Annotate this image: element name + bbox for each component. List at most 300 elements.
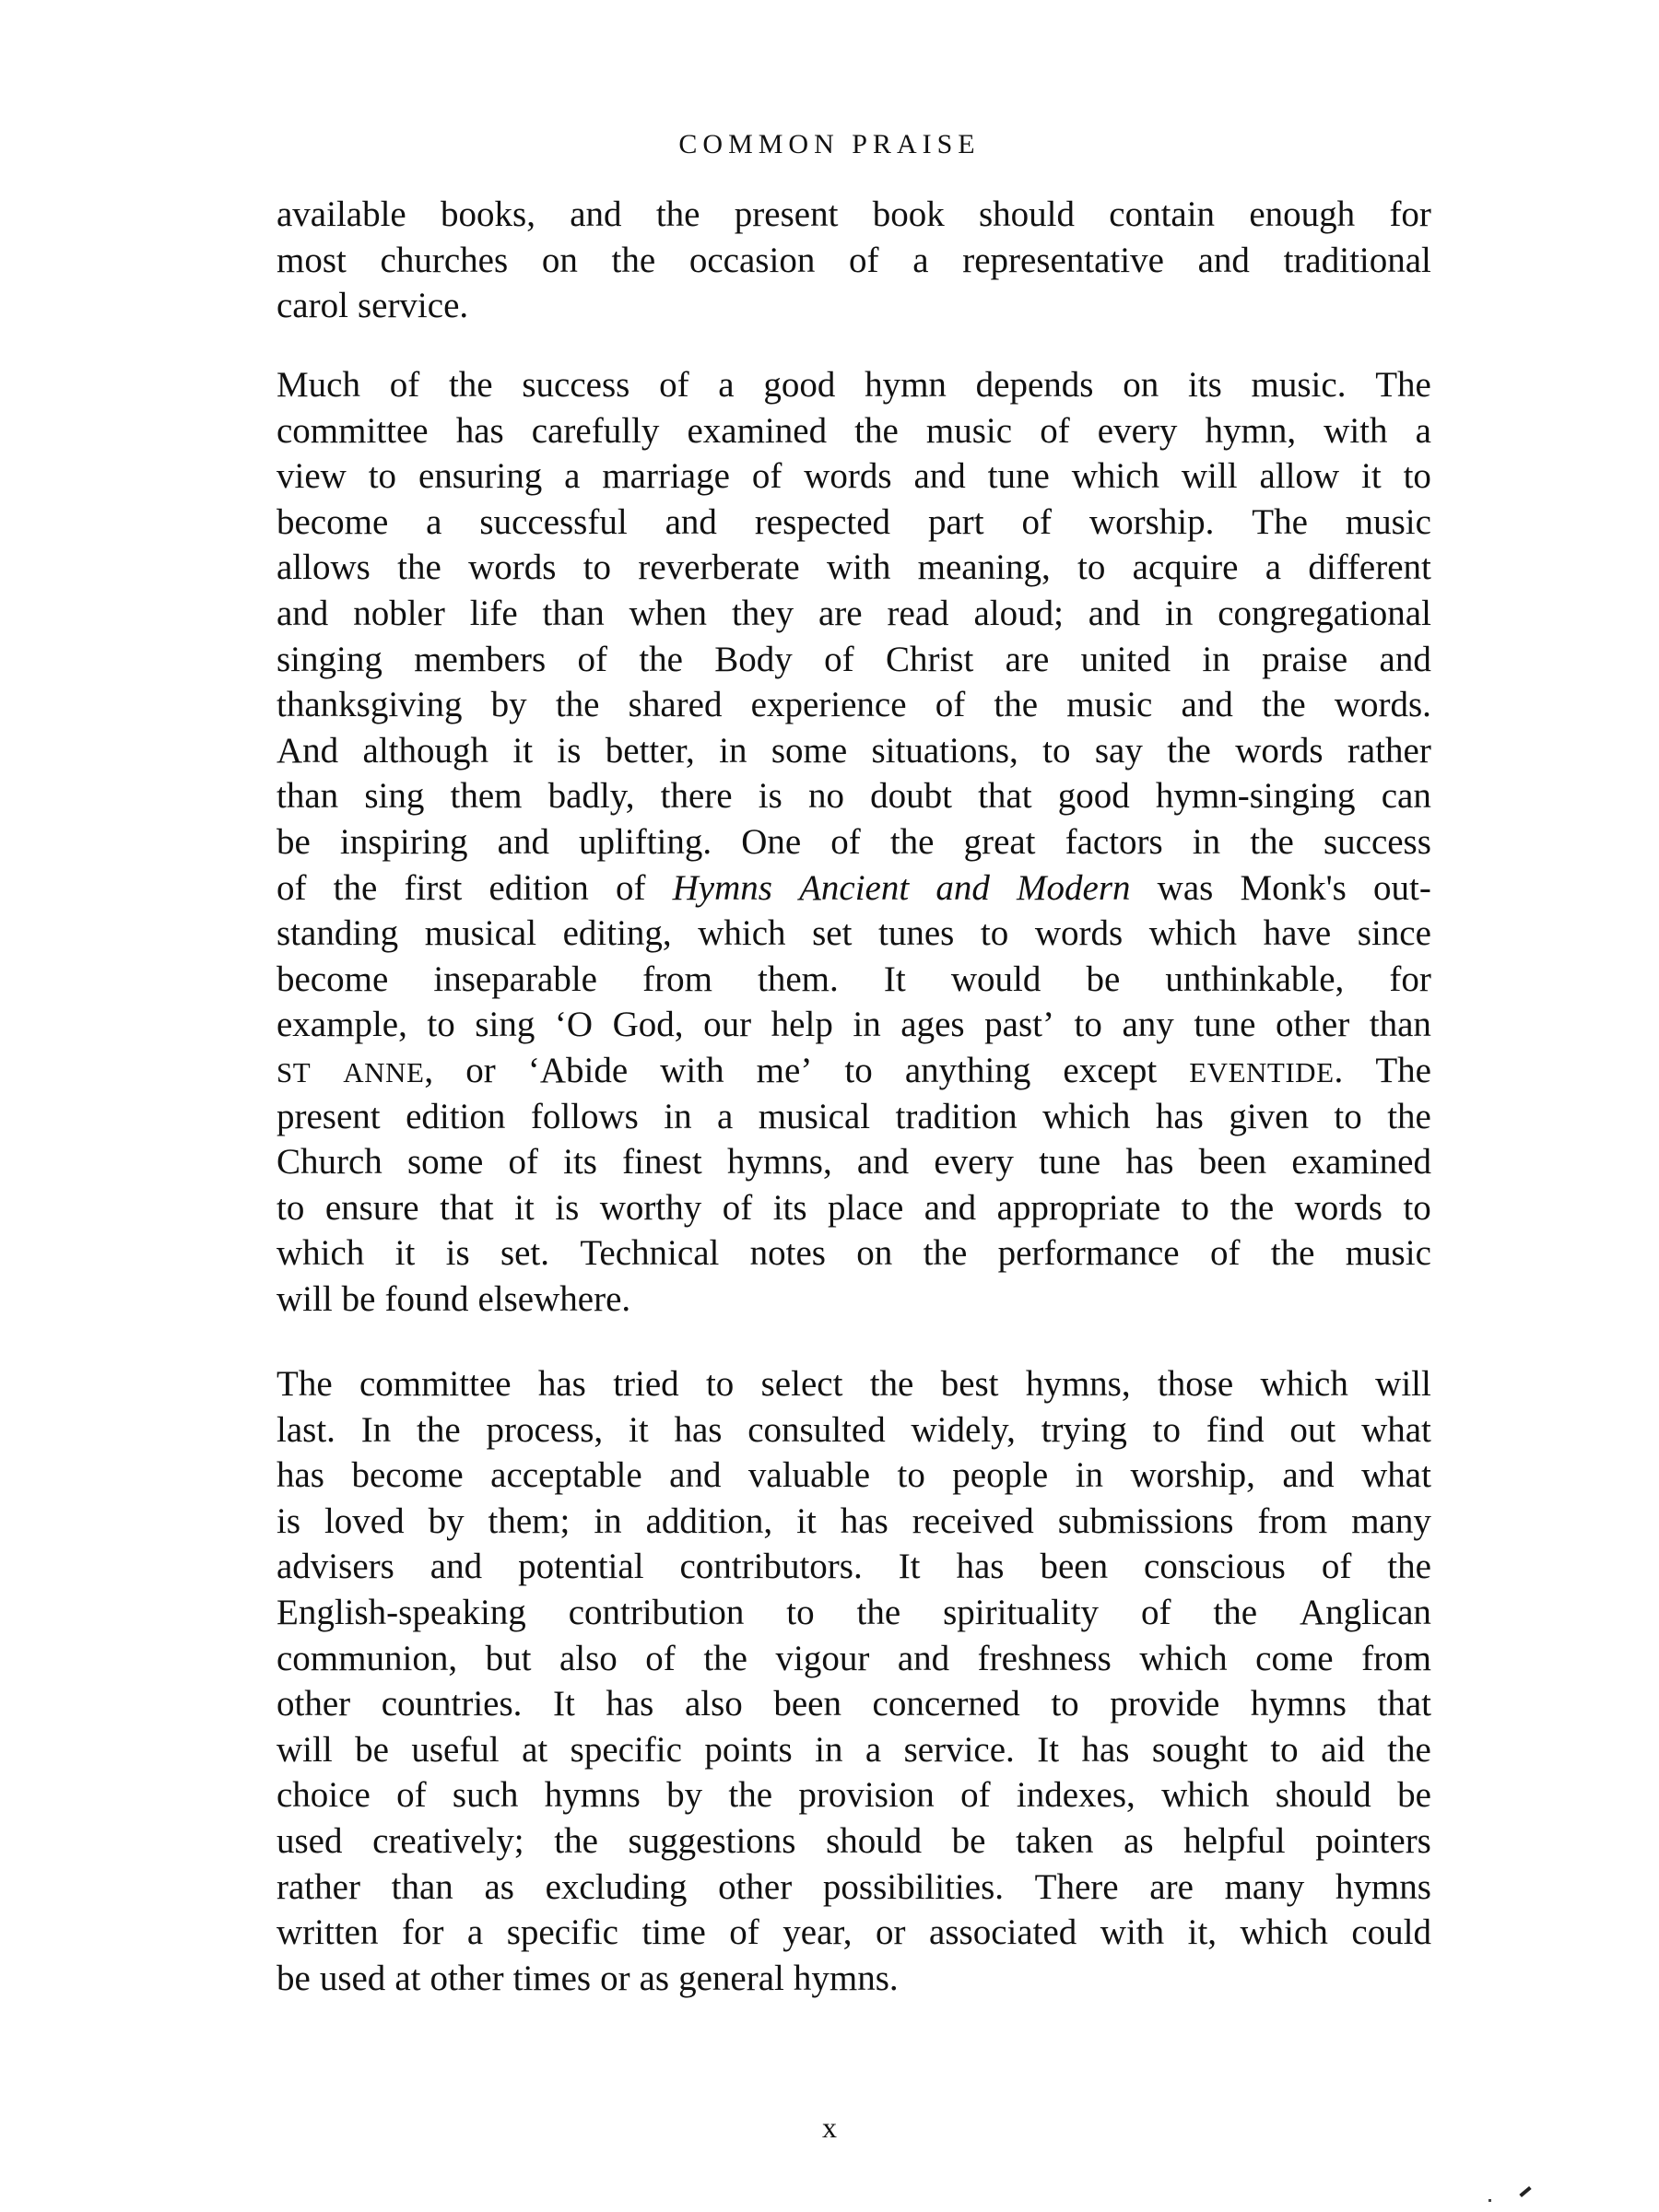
word: It — [1037, 1729, 1060, 1770]
word: it, — [1187, 1912, 1218, 1953]
word: given — [1229, 1096, 1309, 1136]
word: a — [1415, 410, 1431, 451]
word: Christ — [885, 639, 974, 679]
word: tune — [1194, 1005, 1256, 1045]
word: occasion — [688, 240, 816, 280]
word: and — [935, 867, 990, 908]
text-line — [276, 1636, 1431, 1682]
word: best — [940, 1364, 999, 1404]
word: in — [1192, 821, 1221, 862]
word: of — [729, 1912, 759, 1953]
word: excluding — [545, 1866, 688, 1907]
word: It — [883, 959, 906, 999]
word: suggestions — [628, 1820, 796, 1861]
word: book — [872, 194, 945, 234]
word: become — [351, 1455, 464, 1496]
word: meaning, — [917, 547, 1051, 588]
word: no — [807, 776, 844, 817]
word: it — [394, 1233, 416, 1274]
word: found — [384, 1278, 469, 1319]
word: reverberate — [638, 547, 800, 588]
word: and — [429, 1547, 483, 1587]
word: music — [1345, 501, 1431, 542]
word: will — [1181, 456, 1238, 497]
word: music — [925, 410, 1013, 451]
word: the — [397, 547, 441, 588]
word: Much — [276, 365, 360, 405]
paragraph-2 — [276, 362, 1431, 1322]
word: words. — [1334, 685, 1431, 725]
word: last. — [276, 1409, 335, 1450]
word: been — [1198, 1142, 1267, 1182]
word: of — [1021, 501, 1053, 542]
word: contain — [1109, 194, 1216, 234]
text-line — [276, 192, 1431, 238]
word: many — [1224, 1866, 1305, 1907]
word: addition, — [645, 1500, 773, 1541]
word: times — [512, 1958, 592, 1998]
word: or — [600, 1958, 630, 1998]
word: of — [645, 1638, 676, 1678]
word: the — [854, 410, 899, 451]
word: of — [1140, 1592, 1171, 1632]
word: provision — [798, 1775, 935, 1816]
word: to — [897, 1455, 925, 1496]
word: and — [1379, 639, 1431, 679]
word: Hymns — [672, 867, 772, 908]
word: has — [840, 1500, 888, 1541]
word: which — [1240, 1912, 1328, 1953]
word: representative — [962, 240, 1164, 280]
word: what — [1361, 1455, 1431, 1496]
word: finest — [622, 1142, 702, 1182]
word: great — [963, 821, 1036, 862]
word: to — [1403, 456, 1431, 497]
word: there — [660, 776, 733, 817]
word: at — [394, 1958, 421, 1998]
word: acceptable — [490, 1455, 642, 1496]
word: when — [629, 593, 708, 633]
text-line — [276, 1681, 1431, 1727]
word: examined — [1291, 1142, 1431, 1182]
word: the — [1213, 1592, 1258, 1632]
word: in — [853, 1005, 881, 1045]
word: words — [1294, 1187, 1382, 1228]
word: should — [1275, 1775, 1371, 1816]
word: in — [1164, 593, 1194, 633]
word: the — [703, 1638, 747, 1678]
word: potential — [518, 1547, 644, 1587]
word: specific — [570, 1729, 682, 1770]
word: respected — [754, 501, 891, 542]
word: which — [698, 913, 786, 954]
word: inspiring — [339, 821, 468, 862]
word: ensuring — [418, 456, 543, 497]
word: and — [897, 1638, 950, 1678]
word: vigour — [775, 1638, 870, 1678]
word: past’ — [984, 1005, 1054, 1045]
word: are — [1005, 639, 1050, 679]
word: good — [1057, 776, 1130, 817]
word: set — [812, 913, 853, 954]
word: to — [1051, 1684, 1079, 1724]
word: a — [1265, 547, 1282, 588]
word: unthinkable, — [1165, 959, 1345, 999]
word: valuable — [747, 1455, 871, 1496]
word: other — [718, 1866, 793, 1907]
word: other — [429, 1958, 504, 1998]
word: in — [1202, 639, 1230, 679]
word: some — [406, 1142, 484, 1182]
word: Monk's — [1240, 867, 1347, 908]
word: shared — [628, 685, 723, 725]
word: its — [563, 1142, 597, 1182]
word: Ancient — [799, 867, 910, 908]
word: with — [827, 547, 891, 588]
word: to — [1403, 1187, 1431, 1228]
text-line — [276, 408, 1431, 454]
word: also — [684, 1684, 743, 1724]
text-line — [276, 728, 1431, 774]
word: useful — [411, 1729, 500, 1770]
word: of — [276, 867, 307, 908]
word: ensure — [324, 1187, 419, 1228]
word: of — [396, 1775, 427, 1816]
word: situations, — [871, 730, 1018, 771]
word: from — [1361, 1638, 1431, 1678]
word: be — [276, 821, 311, 862]
word: written — [276, 1912, 379, 1953]
word: choice — [276, 1775, 371, 1816]
word: carol — [276, 286, 348, 326]
word: appropriate — [996, 1187, 1161, 1228]
word: rather — [1347, 730, 1431, 771]
word: notes — [749, 1233, 826, 1274]
word: to — [582, 547, 612, 588]
word: the — [1262, 685, 1306, 725]
scan-artifact-dot — [1488, 2199, 1491, 2202]
word: has — [956, 1547, 1005, 1587]
word: with — [1324, 410, 1388, 451]
text-line — [276, 1910, 1431, 1956]
word: and — [924, 1187, 977, 1228]
word: as — [1124, 1820, 1154, 1861]
text-line — [276, 865, 1431, 912]
word: singing — [276, 639, 382, 679]
word: a — [564, 456, 581, 497]
word: will — [276, 1278, 333, 1319]
text-line — [276, 682, 1431, 728]
word: place — [828, 1187, 904, 1228]
word: the — [1250, 821, 1294, 862]
text-line — [276, 1185, 1431, 1231]
word: come — [1255, 1638, 1334, 1678]
word: ‘O — [554, 1005, 594, 1045]
word: with — [660, 1050, 724, 1090]
word: view — [276, 456, 347, 497]
word: will — [1375, 1364, 1431, 1404]
word: that — [440, 1187, 494, 1228]
text-line — [276, 911, 1431, 957]
word: doubt — [870, 776, 952, 817]
word: other — [276, 1684, 351, 1724]
word: to — [1077, 547, 1106, 588]
word: to — [705, 1364, 735, 1404]
word: process, — [486, 1409, 604, 1450]
word: which — [1042, 1096, 1131, 1136]
word: the — [333, 867, 378, 908]
word: and — [913, 456, 966, 497]
text-line — [276, 362, 1431, 408]
text-line — [276, 1094, 1431, 1140]
word: ages — [900, 1005, 965, 1045]
word: in — [664, 1096, 692, 1136]
word: available — [276, 194, 406, 234]
word: trying — [1041, 1409, 1127, 1450]
word: of — [751, 456, 782, 497]
word: what — [1361, 1409, 1431, 1450]
word: and — [856, 1142, 910, 1182]
word: the — [728, 1775, 773, 1816]
word: except — [1063, 1050, 1158, 1090]
word: of — [577, 639, 607, 679]
word: and — [665, 501, 717, 542]
word: and — [1088, 593, 1141, 633]
word: it — [514, 1187, 535, 1228]
word: united — [1080, 639, 1171, 679]
word: but — [485, 1638, 532, 1678]
word: them; — [488, 1500, 571, 1541]
word: to — [1270, 1729, 1299, 1770]
word: elsewhere. — [477, 1278, 631, 1319]
word: them — [450, 776, 523, 817]
word: to — [427, 1005, 455, 1045]
word: to — [1042, 730, 1071, 771]
word: is — [555, 1187, 580, 1228]
word: which — [1260, 1364, 1348, 1404]
word: editing, — [562, 913, 672, 954]
word: on — [1123, 365, 1159, 405]
word: loved — [324, 1500, 405, 1541]
word: of — [849, 240, 879, 280]
word: as — [639, 1958, 670, 1998]
text-line — [276, 1139, 1431, 1185]
word: to — [1074, 1005, 1102, 1045]
word: out- — [1373, 867, 1431, 908]
word: those — [1157, 1364, 1234, 1404]
word: success — [522, 365, 630, 405]
word: was — [1157, 867, 1214, 908]
word: hymn — [865, 365, 947, 405]
word: EVENTIDE. — [1189, 1050, 1344, 1090]
word: sing — [364, 776, 425, 817]
text-line — [276, 1407, 1431, 1453]
word: spirituality — [943, 1592, 1100, 1632]
scan-artifact-mark — [1519, 2186, 1531, 2197]
word: of — [960, 1775, 991, 1816]
word: of — [1040, 410, 1070, 451]
word: good — [763, 365, 836, 405]
word: life — [469, 593, 518, 633]
word: hymns, — [1025, 1364, 1131, 1404]
word: ‘Abide — [527, 1050, 629, 1090]
word: contribution — [568, 1592, 745, 1632]
word: other — [1276, 1005, 1350, 1045]
word: In — [360, 1409, 392, 1450]
word: and — [1181, 685, 1233, 725]
word: has — [1155, 1096, 1204, 1136]
word: service. — [903, 1729, 1015, 1770]
word: be — [1086, 959, 1121, 999]
word: aloud; — [973, 593, 1064, 633]
word: allows — [276, 547, 371, 588]
word: the — [1230, 1187, 1275, 1228]
word: a — [717, 1096, 734, 1136]
word: it — [1361, 456, 1382, 497]
word: year, — [782, 1912, 853, 1953]
word: widely, — [911, 1409, 1016, 1450]
text-line — [276, 283, 1431, 329]
word: churches — [380, 240, 509, 280]
word: out — [1289, 1409, 1336, 1450]
word: music — [1066, 685, 1153, 725]
word: part — [927, 501, 984, 542]
word: to — [1334, 1096, 1362, 1136]
word: tune — [1039, 1142, 1101, 1182]
word: inseparable — [433, 959, 597, 999]
word: points — [704, 1729, 793, 1770]
word: of — [824, 639, 854, 679]
word: a — [466, 1912, 484, 1953]
text-line — [276, 773, 1431, 819]
word: better, — [605, 730, 695, 771]
word: its — [772, 1187, 807, 1228]
text-line — [276, 545, 1431, 591]
word: which — [1071, 456, 1159, 497]
word: God, — [612, 1005, 684, 1045]
word: will — [276, 1729, 333, 1770]
word: its — [1187, 365, 1222, 405]
word: provide — [1110, 1684, 1220, 1724]
word: acquire — [1132, 547, 1239, 588]
word: the — [994, 685, 1039, 725]
word: used — [276, 1820, 343, 1861]
word: the — [923, 1233, 968, 1274]
word: freshness — [977, 1638, 1112, 1678]
word: music. — [1251, 365, 1347, 405]
word: words — [804, 456, 892, 497]
word: are — [1149, 1866, 1194, 1907]
text-line — [276, 1361, 1431, 1407]
word: be — [1397, 1775, 1431, 1816]
word: congregational — [1218, 593, 1431, 633]
word: for — [1389, 194, 1431, 234]
word: the — [611, 240, 656, 280]
word: since — [1357, 913, 1431, 954]
word: some — [771, 730, 848, 771]
word: of — [659, 365, 689, 405]
word: used — [319, 1958, 386, 1998]
word: to — [276, 1187, 305, 1228]
word: to — [1152, 1409, 1181, 1450]
word: most — [276, 240, 347, 280]
text-line — [276, 1590, 1431, 1636]
paragraph-3 — [276, 1361, 1431, 2001]
word: can — [1381, 776, 1431, 817]
word: on — [856, 1233, 893, 1274]
word: performance — [997, 1233, 1180, 1274]
word: which — [276, 1233, 365, 1274]
word: It — [552, 1684, 575, 1724]
word: nobler — [353, 593, 445, 633]
word: edition — [406, 1096, 506, 1136]
word: is — [445, 1233, 470, 1274]
word: creatively; — [372, 1820, 524, 1861]
word: the — [889, 821, 935, 862]
text-line — [276, 1544, 1431, 1590]
word: and — [570, 194, 622, 234]
word: contributors. — [679, 1547, 863, 1587]
text-line — [276, 1865, 1431, 1911]
word: different — [1308, 547, 1431, 588]
word: aid — [1321, 1729, 1365, 1770]
word: with — [1100, 1912, 1165, 1953]
word: them. — [758, 959, 839, 999]
word: say — [1094, 730, 1143, 771]
word: a — [426, 501, 442, 542]
word: enough — [1249, 194, 1356, 234]
word: and — [669, 1455, 722, 1496]
word: of — [508, 1142, 538, 1182]
word: the — [448, 365, 493, 405]
word: it — [512, 730, 534, 771]
word: or — [465, 1050, 496, 1090]
word: of — [830, 821, 861, 862]
word: they — [731, 593, 794, 633]
word: The — [1252, 501, 1308, 542]
word: be — [341, 1278, 376, 1319]
word: which — [1161, 1775, 1250, 1816]
word: books, — [441, 194, 535, 234]
word: indexes, — [1016, 1775, 1135, 1816]
word: by — [666, 1775, 703, 1816]
word: edition — [488, 867, 589, 908]
text-line — [276, 1230, 1431, 1277]
word: the — [417, 1409, 461, 1450]
word: for — [401, 1912, 444, 1953]
word: than — [1369, 1005, 1431, 1045]
word: is — [557, 730, 582, 771]
word: worthy — [599, 1187, 702, 1228]
word: present — [734, 194, 839, 234]
word: which — [1139, 1638, 1228, 1678]
word: read — [887, 593, 949, 633]
word: uplifting. — [579, 821, 712, 862]
word: successful — [479, 501, 628, 542]
word: depends — [975, 365, 1094, 405]
word: time — [641, 1912, 706, 1953]
text-line — [276, 1818, 1431, 1865]
word: could — [1351, 1912, 1431, 1953]
word: It — [898, 1547, 921, 1587]
word: tried — [613, 1364, 679, 1404]
word: or — [876, 1912, 906, 1953]
word: committee — [276, 410, 429, 451]
word: in — [1075, 1455, 1104, 1496]
text-line — [276, 1727, 1431, 1773]
word: traditional — [1283, 240, 1431, 280]
word: concerned — [872, 1684, 1020, 1724]
